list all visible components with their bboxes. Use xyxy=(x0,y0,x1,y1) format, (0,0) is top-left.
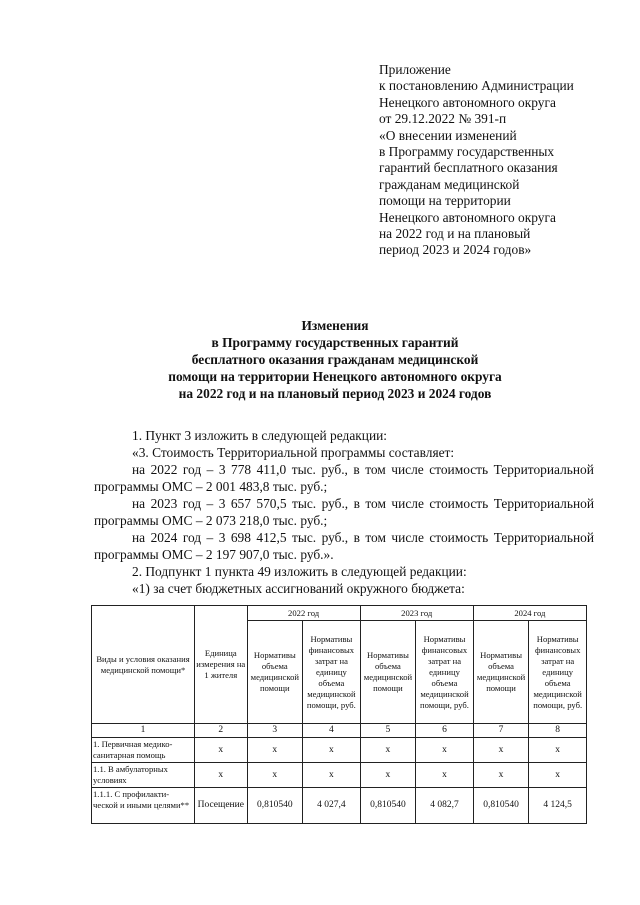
table-cell: 4 027,4 xyxy=(303,788,361,824)
word: 2022 xyxy=(150,462,178,477)
appendix-line: от 29.12.2022 № 391-п xyxy=(379,111,507,127)
appendix-line: гражданам медицинской xyxy=(379,176,520,192)
table-cell: х xyxy=(360,763,416,788)
appendix-line: гарантий бесплатного оказания xyxy=(379,160,558,176)
paragraph-2022-line1 xyxy=(94,461,594,478)
table-cell: 4 124,5 xyxy=(529,788,587,824)
paragraph-budget: «1) за счет бюджетных ассигнований окружного бюджета: xyxy=(132,581,465,596)
word: год xyxy=(182,530,202,545)
word: тыс. xyxy=(292,496,317,511)
word: год xyxy=(182,462,202,477)
word: руб., xyxy=(321,496,349,511)
appendix-line: Ненецкого автономного округа xyxy=(379,94,556,110)
norms-table xyxy=(91,605,587,824)
word: руб., xyxy=(321,530,349,545)
column-number: 8 xyxy=(529,724,587,738)
column-number: 5 xyxy=(360,724,416,738)
header-unit: Единица измерения на 1 жителя xyxy=(195,606,248,724)
table-cell: х xyxy=(416,763,474,788)
paragraph-cost-intro: «3. Стоимость Территориальной программы составляет: xyxy=(132,445,455,460)
table-cell: х xyxy=(303,738,361,763)
word: тыс. xyxy=(291,462,316,477)
appendix-line: на 2022 год и на плановый xyxy=(379,226,531,242)
appendix-line: период 2023 и 2024 годов» xyxy=(379,242,532,258)
word: Территориальной xyxy=(493,496,594,511)
title-line: в Программу государственных гарантий xyxy=(211,335,459,350)
header-care-type: Виды и условия оказания медицинской помощи* xyxy=(92,606,195,724)
word: 698 xyxy=(230,530,251,545)
title-line: помощи на территории Ненецкого автономного округа xyxy=(168,369,502,384)
word: на xyxy=(132,462,146,477)
appendix-line: помощи на территории xyxy=(379,193,511,209)
column-number: 4 xyxy=(303,724,361,738)
title-line: Изменения xyxy=(301,318,369,333)
word: числе xyxy=(391,530,424,545)
table-cell: 0,810540 xyxy=(360,788,416,824)
word: 411,0 xyxy=(256,462,287,477)
row-label: 1.1.1. С профилакти-ческой и иными целями** xyxy=(92,788,195,824)
word: на xyxy=(132,496,146,511)
word: том xyxy=(365,496,386,511)
header-year-2023: 2023 год xyxy=(360,606,473,621)
paragraph-2024-line2: программы ОМС – 2 197 907,0 тыс. руб.». xyxy=(94,547,334,562)
word: стоимость xyxy=(429,530,489,545)
word: 3 xyxy=(218,462,226,477)
table-cell: х xyxy=(247,738,303,763)
table-cell: 0,810540 xyxy=(247,788,303,824)
table-row xyxy=(92,788,587,824)
word: Территориальной xyxy=(493,462,594,477)
word: – xyxy=(206,530,214,545)
column-number: 7 xyxy=(473,724,529,738)
word: – xyxy=(206,462,214,477)
header-year-2024: 2024 год xyxy=(473,606,586,621)
table-cell: х xyxy=(473,763,529,788)
header-cost-2023: Нормативы финансовых затрат на единицу объема медицинской помощи, руб. xyxy=(416,621,474,724)
word: 778 xyxy=(231,462,252,477)
row-label: 1. Первичная медико-санитарная помощь xyxy=(92,738,195,763)
table-cell: х xyxy=(360,738,416,763)
word: в xyxy=(353,530,360,545)
word: на xyxy=(132,530,146,545)
word: тыс. xyxy=(292,530,317,545)
word: руб., xyxy=(321,462,348,477)
word: 2023 xyxy=(150,496,178,511)
paragraph-2023-line1 xyxy=(94,495,594,512)
appendix-line: «О внесении изменений xyxy=(379,127,517,143)
word: 570,5 xyxy=(256,496,287,511)
word: в xyxy=(353,496,360,511)
table-row xyxy=(92,738,587,763)
document-title xyxy=(100,317,570,402)
word: том xyxy=(365,462,386,477)
paragraph-item-2: 2. Подпункт 1 пункта 49 изложить в следующей редакции: xyxy=(132,564,467,579)
title-line: на 2022 год и на плановый период 2023 и 2024 годов xyxy=(178,386,492,401)
appendix-line: в Программу государственных xyxy=(379,144,555,160)
table-cell: х xyxy=(195,738,248,763)
word: числе xyxy=(391,496,424,511)
row-label: 1.1. В амбулаторных условиях xyxy=(92,763,195,788)
table-cell: 0,810540 xyxy=(473,788,529,824)
word: числе xyxy=(391,462,424,477)
paragraph-item-1: 1. Пункт 3 изложить в следующей редакции: xyxy=(132,428,388,443)
column-number: 2 xyxy=(195,724,248,738)
appendix-line: к постановлению Администрации xyxy=(379,78,574,94)
appendix-line: Приложение xyxy=(379,62,451,77)
word: 3 xyxy=(218,530,226,545)
title-line: бесплатного оказания гражданам медицинской xyxy=(191,352,479,367)
table-cell: х xyxy=(303,763,361,788)
paragraph-2022-line2: программы ОМС – 2 001 483,8 тыс. руб.; xyxy=(94,479,328,494)
table-cell: х xyxy=(529,763,587,788)
word: стоимость xyxy=(429,462,489,477)
table-cell: 4 082,7 xyxy=(416,788,474,824)
header-year-2022: 2022 год xyxy=(247,606,360,621)
appendix-header xyxy=(379,62,629,259)
header-volume-2023: Нормативы объема медицинской помощи xyxy=(360,621,416,724)
table-cell: х xyxy=(416,738,474,763)
table-cell: х xyxy=(195,763,248,788)
word: том xyxy=(365,530,386,545)
header-cost-2022: Нормативы финансовых затрат на единицу объема медицинской помощи, руб. xyxy=(303,621,361,724)
column-number: 1 xyxy=(92,724,195,738)
column-number: 3 xyxy=(247,724,303,738)
word: 2024 xyxy=(150,530,178,545)
header-volume-2024: Нормативы объема медицинской помощи xyxy=(473,621,529,724)
header-cost-2024: Нормативы финансовых затрат на единицу объема медицинской помощи, руб. xyxy=(529,621,587,724)
word: 3 xyxy=(218,496,226,511)
paragraph-2023-line2: программы ОМС – 2 073 218,0 тыс. руб.; xyxy=(94,513,328,528)
appendix-line: Ненецкого автономного округа xyxy=(379,209,556,225)
header-volume-2022: Нормативы объема медицинской помощи xyxy=(247,621,303,724)
table-cell: х xyxy=(247,763,303,788)
word: Территориальной xyxy=(493,530,594,545)
column-number-row xyxy=(92,724,587,738)
document-body xyxy=(94,427,594,597)
word: год xyxy=(182,496,202,511)
paragraph-2024-line1 xyxy=(94,529,594,546)
word: 412,5 xyxy=(256,530,287,545)
table-row xyxy=(92,763,587,788)
word: 657 xyxy=(230,496,251,511)
word: стоимость xyxy=(429,496,489,511)
word: в xyxy=(353,462,360,477)
column-number: 6 xyxy=(416,724,474,738)
word: – xyxy=(206,496,214,511)
table-cell: х xyxy=(529,738,587,763)
table-cell: Посещение xyxy=(195,788,248,824)
table-cell: х xyxy=(473,738,529,763)
